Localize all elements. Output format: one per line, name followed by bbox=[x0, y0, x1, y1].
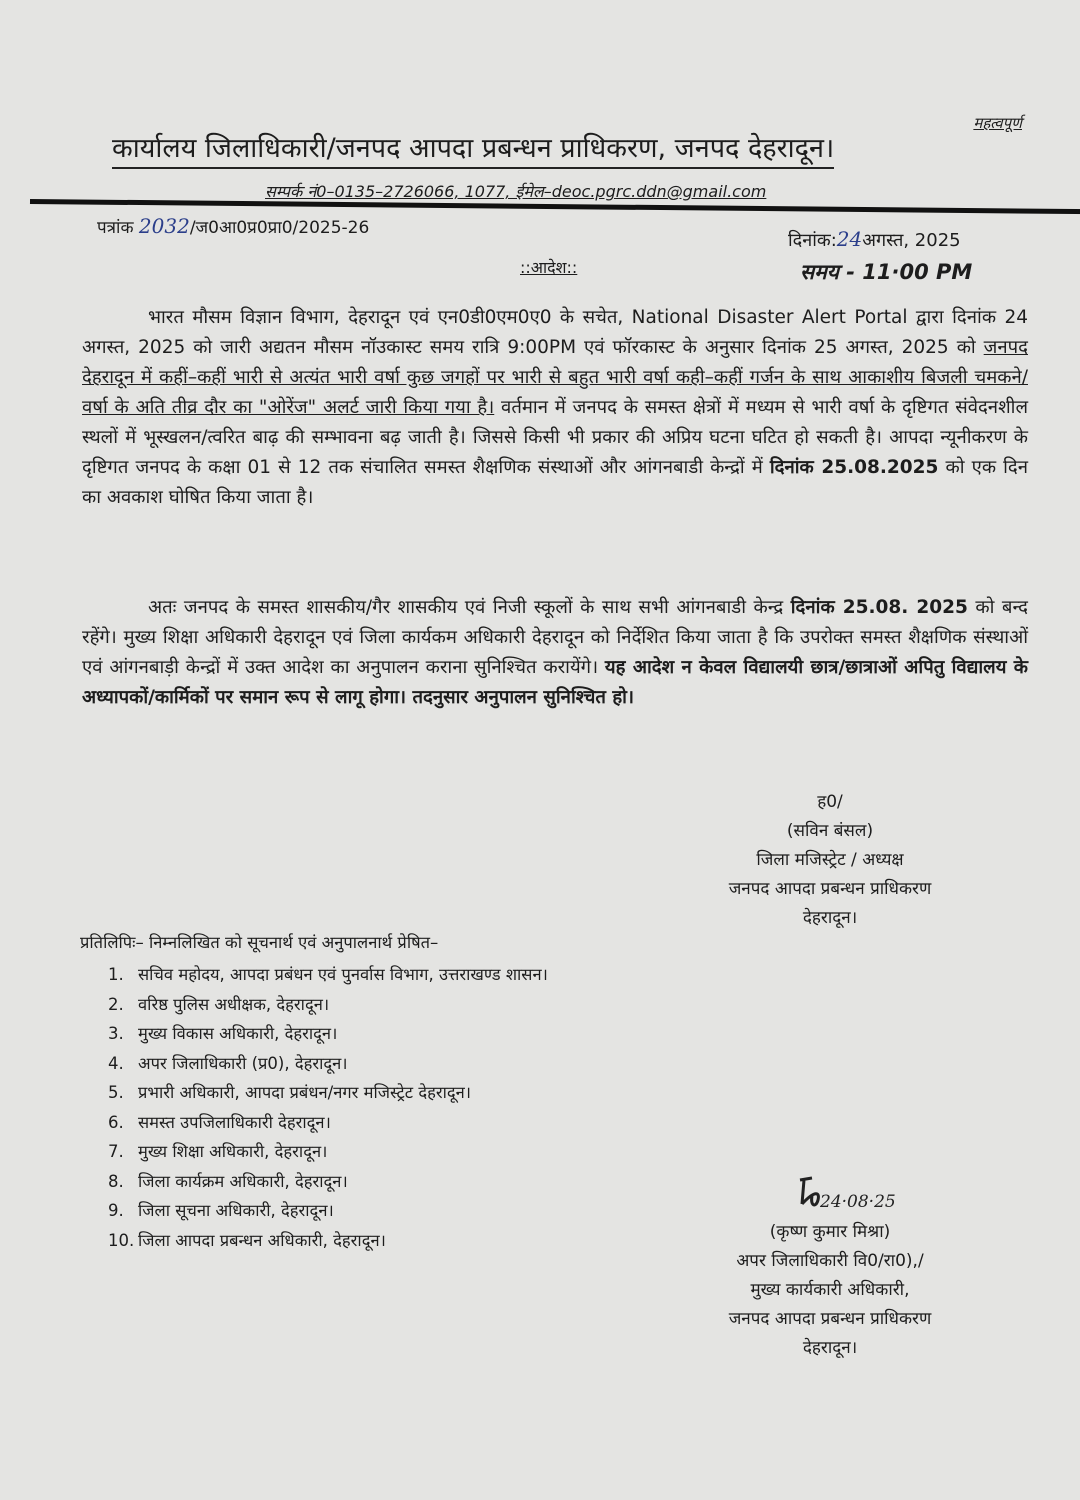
copy-to-item bbox=[108, 1226, 548, 1256]
item-text: समस्त उपजिलाधिकारी देहरादून। bbox=[138, 1112, 331, 1132]
item-text: वरिष्ठ पुलिस अधीक्षक, देहरादून। bbox=[138, 994, 330, 1014]
signatory-designation: जिला मजिस्ट्रेट / अध्यक्ष bbox=[756, 850, 904, 870]
signatory-block-1 bbox=[700, 788, 960, 933]
important-note: महत्वपूर्ण bbox=[973, 114, 1022, 132]
order-paragraph-2 bbox=[82, 593, 1028, 713]
date-label: दिनांक: bbox=[788, 230, 837, 251]
signatory-name: (सविन बंसल) bbox=[786, 821, 874, 841]
signatory-block-2 bbox=[690, 1218, 970, 1363]
item-text: सचिव महोदय, आपदा प्रबंधन एवं पुनर्वास विभाग, उत्तराखण्ड शासन। bbox=[138, 965, 548, 984]
signatory-designation: जनपद आपदा प्रबन्धन प्राधिकरण bbox=[728, 1309, 932, 1329]
copy-to-heading: प्रतिलिपिः– निम्नलिखित को सूचनार्थ एवं अनुपालनार्थ प्रेषित– bbox=[80, 933, 439, 952]
copy-to-item bbox=[108, 960, 548, 990]
item-number: 2. bbox=[108, 994, 124, 1014]
copy-to-list bbox=[108, 960, 548, 1255]
para2-applicability: यह आदेश न केवल विद्यालयी छात्र/छात्राओं अपितु विद्यालय के अध्यापकों/कार्मिकों पर समान रूप से लागू होगा। तदनुसार अनुपालन सुनिश्चित हो। bbox=[82, 657, 1028, 708]
para2-intro: अतः जनपद के समस्त शासकीय/गैर शासकीय एवं निजी स्कूलों के साथ सभी आंगनबाडी केन्द्र bbox=[148, 597, 791, 618]
para1-holiday-date: दिनांक 25.08.2025 bbox=[769, 457, 939, 478]
signatory-place: देहरादून। bbox=[802, 1338, 858, 1358]
item-text: जिला सूचना अधिकारी, देहरादून। bbox=[138, 1201, 334, 1220]
date-handwritten-day: 24 bbox=[836, 227, 863, 251]
item-number: 6. bbox=[108, 1112, 124, 1132]
item-text: जिला कार्यक्रम अधिकारी, देहरादून। bbox=[138, 1171, 348, 1191]
signatory-name: (कृष्ण कुमार मिश्रा) bbox=[769, 1222, 891, 1242]
order-date bbox=[788, 227, 961, 252]
copy-to-item bbox=[108, 1049, 548, 1079]
item-text: अपर जिलाधिकारी (प्र0), देहरादून। bbox=[138, 1053, 348, 1073]
signed-mark: ह0/ bbox=[817, 792, 843, 812]
item-text: मुख्य शिक्षा अधिकारी, देहरादून। bbox=[138, 1142, 328, 1161]
signatory-designation: अपर जिलाधिकारी वि0/रा0),/ bbox=[736, 1251, 924, 1271]
para1-end: को एक दिन का अवकाश घोषित किया जाता है। bbox=[82, 457, 1028, 508]
para1-alert-underlined: जनपद देहरादून में कहीं–कहीं भारी से अत्यंत भारी वर्षा कुछ जगहों पर भारी से बहुत भारी वर्षा कही–कहीं गर्जन के साथ आकाशीय बिजली चमकने/वर्षा के अति तीव्र दौर का "ओरेंज" अलर्ट जारी किया गया है। bbox=[82, 337, 1028, 418]
para2-middle: को बन्द रहेंगे। मुख्य शिक्षा अधिकारी देहरादून एवं जिला कार्यकम अधिकारी देहरादून को निर्देशित किया जाता है कि उपरोक्त समस्त शैक्षणिक संस्थाओं एवं आंगनबाड़ी केन्द्रों में उक्त आदेश का अनुपालन कराना सुनिश्चित करायेंगे। bbox=[82, 597, 1028, 678]
copy-to-item bbox=[108, 1137, 548, 1167]
item-text: प्रभारी अधिकारी, आपदा प्रबंधन/नगर मजिस्ट्रेट देहरादून। bbox=[138, 1083, 472, 1102]
copy-to-item bbox=[108, 1078, 548, 1108]
item-number: 10. bbox=[108, 1230, 135, 1250]
signatory-designation: जनपद आपदा प्रबन्धन प्राधिकरण bbox=[728, 879, 932, 899]
item-text: मुख्य विकास अधिकारी, देहरादून। bbox=[138, 1024, 338, 1043]
item-number: 9. bbox=[108, 1201, 124, 1220]
office-title: कार्यालय जिलाधिकारी/जनपद आपदा प्रबन्धन प्राधिकरण, जनपद देहरादून। bbox=[112, 128, 834, 169]
reference-number bbox=[97, 214, 369, 238]
signatory-place: देहरादून। bbox=[802, 908, 858, 928]
copy-to-item bbox=[108, 1108, 548, 1138]
order-paragraph-1 bbox=[82, 303, 1028, 513]
date-month-year: अगस्त, 2025 bbox=[862, 230, 961, 251]
signature-date: 24·08·25 bbox=[820, 1192, 896, 1212]
para1-intro: भारत मौसम विज्ञान विभाग, देहरादून एवं एन0डी0एम0ए0 के सचेत, National Disaster Alert Portal द्वारा दिनांक 24 अगस्त, 2025 को जारी अद्यतन मौसम नॉउकास्ट समय रात्रि 9:00PM एवं फॉरकास्ट के अनुसार दिनांक 25 अगस्त, 2025 को bbox=[82, 307, 1028, 358]
item-number: 3. bbox=[108, 1024, 124, 1043]
order-time-handwritten: समय - 11·00 PM bbox=[800, 260, 973, 284]
item-number: 1. bbox=[108, 965, 124, 984]
para1-middle: वर्तमान में जनपद के समस्त क्षेत्रों में मध्यम से भारी वर्षा के दृष्टिगत संवेदनशील स्थलों में भूस्खलन/त्वरित बाढ़ की सम्भावना बढ़ जाती है। जिससे किसी भी प्रकार की अप्रिय घटना घटित हो सकती है। आपदा न्यूनीकरण के दृष्टिगत जनपद के कक्षा 01 से 12 तक संचालित समस्त शैक्षणिक संस्थाओं और आंगनबाडी केन्द्रों में bbox=[82, 397, 1028, 478]
reference-suffix: /ज0आ0प्र0प्रा0/2025-26 bbox=[189, 218, 370, 238]
copy-to-item bbox=[108, 1196, 548, 1226]
item-number: 8. bbox=[108, 1171, 124, 1191]
order-title: ::आदेश:: bbox=[520, 258, 578, 277]
signatory-designation: मुख्य कार्यकारी अधिकारी, bbox=[750, 1280, 910, 1300]
reference-label: पत्रांक bbox=[97, 218, 134, 238]
copy-to-item bbox=[108, 1019, 548, 1049]
copy-to-item bbox=[108, 990, 548, 1020]
reference-handwritten-number: 2032 bbox=[138, 214, 190, 238]
item-number: 5. bbox=[108, 1083, 124, 1102]
item-number: 4. bbox=[108, 1053, 124, 1073]
copy-to-item bbox=[108, 1167, 548, 1197]
handwritten-signature bbox=[790, 1170, 930, 1224]
para2-date: दिनांक 25.08. 2025 bbox=[790, 597, 968, 618]
contact-line: सम्पर्क नं0–0135–2726066, 1077, ईमेल–deoc.pgrc.ddn@gmail.com bbox=[265, 182, 767, 201]
item-number: 7. bbox=[108, 1142, 124, 1161]
item-text: जिला आपदा प्रबन्धन अधिकारी, देहरादून। bbox=[138, 1230, 386, 1250]
